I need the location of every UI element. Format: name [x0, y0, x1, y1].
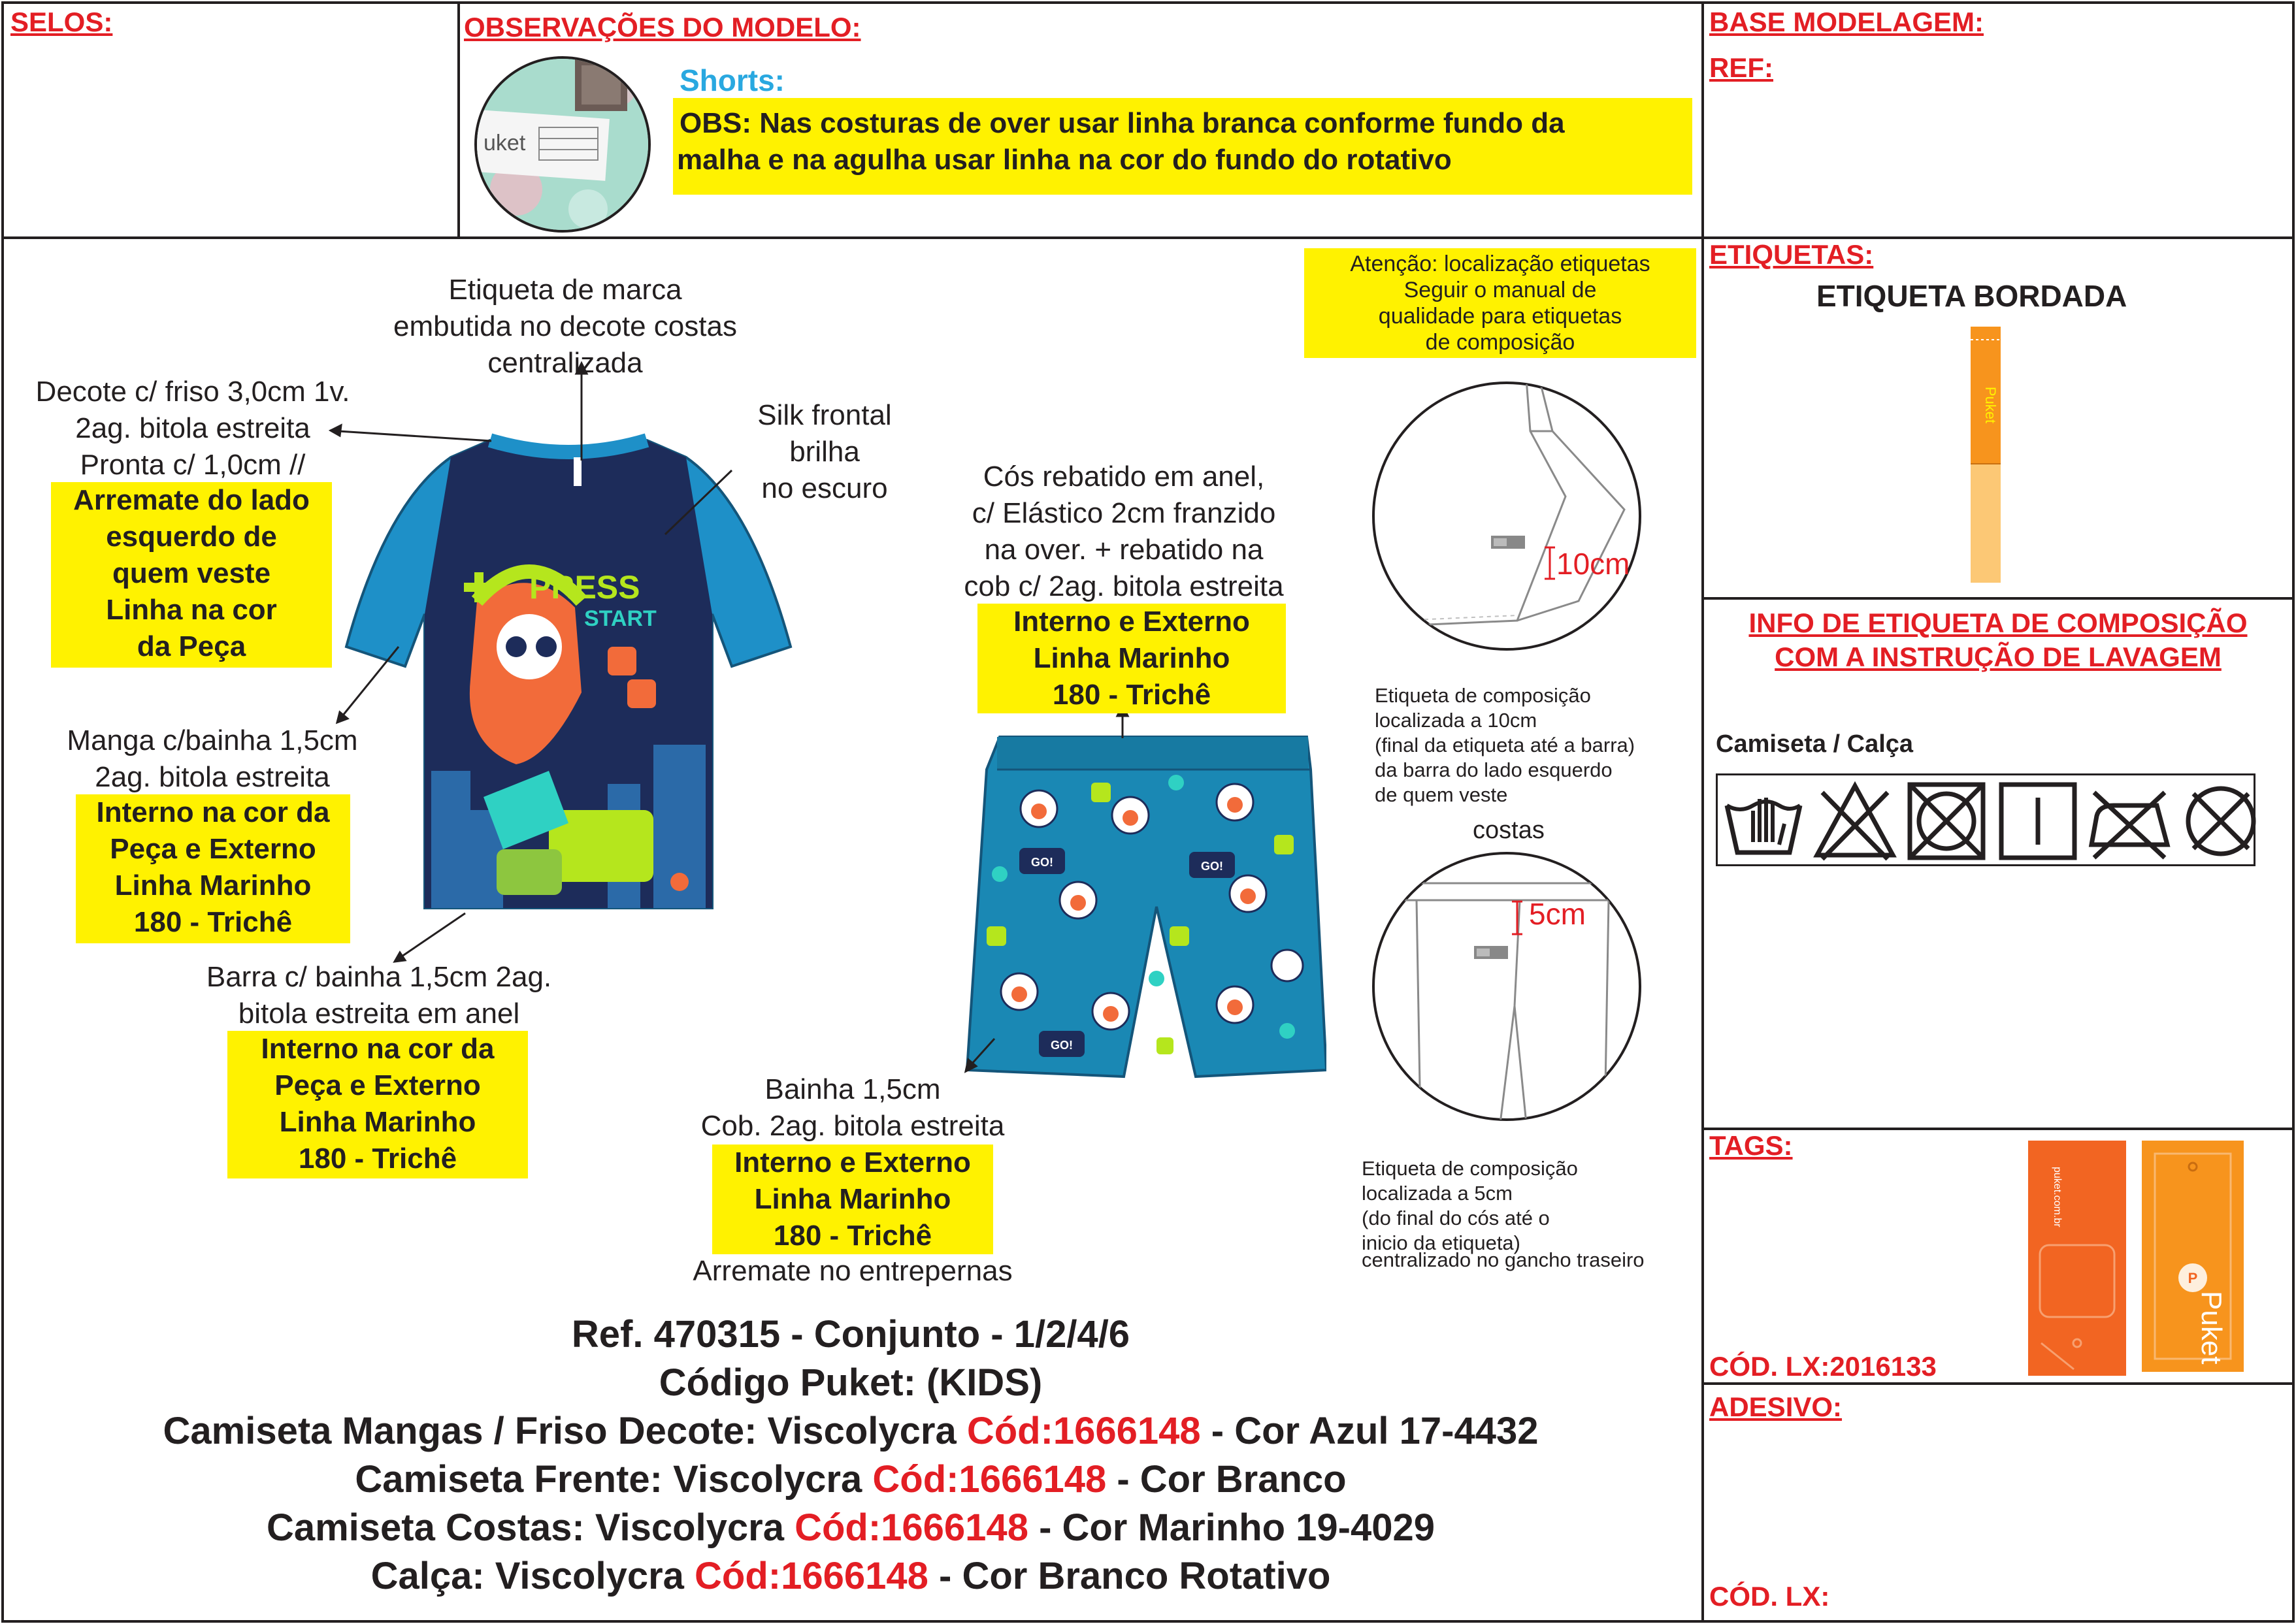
silk-note-1: Silk frontal	[757, 399, 892, 431]
shorts-label: Shorts:	[680, 63, 785, 97]
spec-camiseta-costas: Camiseta Costas: Viscolycra Cód:1666148 - Cor Marinho 19-4029	[266, 1506, 1435, 1549]
sleeve-note-2: 2ag. bitola estreita	[95, 761, 330, 793]
tags-title: TAGS:	[1709, 1130, 1793, 1161]
waist-finish-box: Interno e Externo Linha Marinho 180 - Trichê	[977, 604, 1286, 713]
no-dry-clean-icon	[2179, 779, 2263, 863]
svg-text:GO!: GO!	[1031, 856, 1053, 869]
shorts-label-detail	[1369, 849, 1644, 1124]
no-tumble-dry-icon	[1905, 779, 1988, 863]
svg-text:GO!: GO!	[1201, 860, 1223, 873]
bottom-label-text-2: localizada a 5cm	[1362, 1182, 1513, 1205]
waist-note-1: Cós rebatido em anel,	[983, 461, 1265, 493]
ref-title: REF:	[1709, 52, 1773, 83]
top-label-text-4: da barra do lado esquerdo	[1375, 758, 1613, 781]
etiquetas-title: ETIQUETAS:	[1709, 239, 1874, 270]
measure-5cm: 5cm	[1529, 897, 1586, 931]
bottom-label-text-1: Etiqueta de composição	[1362, 1157, 1578, 1180]
shorts-hem-note-1: Bainha 1,5cm	[764, 1073, 941, 1105]
shirt-label-detail	[1369, 379, 1644, 653]
info-title-line-2: COM A INSTRUÇÃO DE LAVAGEM	[1775, 641, 2222, 672]
base-modelagem-title: BASE MODELAGEM:	[1709, 7, 1984, 37]
silk-note-2: brilha	[789, 436, 860, 468]
neck-note-3: Pronta c/ 1,0cm //	[80, 449, 306, 481]
svg-text:PRESS: PRESS	[529, 569, 640, 606]
tag-front-image	[2142, 1141, 2244, 1372]
divider-right-panel	[1701, 1, 1704, 1623]
neck-finish-box: Arremate do lado esquerdo de quem veste Linha na cor da Peça	[51, 482, 332, 668]
top-label-text-5: de quem veste	[1375, 783, 1508, 806]
hem-note-2: bitola estreita em anel	[238, 998, 520, 1030]
cod-lx-tags: CÓD. LX:2016133	[1709, 1351, 1937, 1382]
svg-text:puket.com.br: puket.com.br	[2052, 1167, 2063, 1227]
neck-note-2: 2ag. bitola estreita	[75, 412, 310, 444]
care-symbols-box	[1716, 773, 2255, 866]
selos-title: SELOS:	[10, 7, 113, 37]
woven-label-image	[1971, 327, 2001, 583]
waist-note-3: na over. + rebatido na	[984, 534, 1264, 566]
attention-line-3: qualidade para etiquetas	[1378, 304, 1622, 329]
shorts-hem-note-2: Cob. 2ag. bitola estreita	[700, 1110, 1005, 1142]
attention-line-4: de composição	[1425, 330, 1575, 355]
camiseta-calca-label: Camiseta / Calça	[1716, 730, 1914, 758]
svg-text:GO!: GO!	[1051, 1039, 1073, 1052]
bottom-label-text-5: centralizado no gancho traseiro	[1362, 1248, 1645, 1271]
obs-line-2: malha e na agulha usar linha na cor do fundo do rotativo	[677, 144, 1452, 176]
spec-camiseta-frente: Camiseta Frente: Viscolycra Cód:1666148 - Cor Branco	[355, 1458, 1347, 1501]
hem-finish-box: Interno na cor da Peça e Externo Linha Marinho 180 - Trichê	[227, 1031, 528, 1178]
brand-label-note-3: centralizada	[487, 347, 643, 379]
obs-line-1: OBS: Nas costuras de over usar linha branca conforme fundo da	[680, 107, 1565, 139]
bottom-label-text-4: inicio da etiqueta)	[1362, 1231, 1520, 1254]
bottom-label-text-3: (do final do cós até o	[1362, 1207, 1550, 1229]
neck-note-1: Decote c/ friso 3,0cm 1v.	[35, 376, 350, 408]
divider-adesivo	[1701, 1382, 2295, 1385]
svg-text:Puket: Puket	[2195, 1291, 2227, 1365]
svg-text:START: START	[584, 606, 657, 631]
line-dry-icon	[1996, 779, 2080, 863]
svg-text:uket: uket	[484, 131, 526, 155]
info-title-line-1: INFO DE ETIQUETA DE COMPOSIÇÃO	[1748, 608, 2248, 638]
brand-label-note-1: Etiqueta de marca	[448, 274, 682, 306]
svg-text:P: P	[2188, 1270, 2198, 1286]
waist-note-2: c/ Elástico 2cm franzido	[972, 497, 1276, 529]
hem-note-1: Barra c/ bainha 1,5cm 2ag.	[206, 961, 552, 993]
silk-note-3: no escuro	[761, 472, 888, 504]
measure-10cm: 10cm	[1556, 547, 1630, 581]
adesivo-title: ADESIVO:	[1709, 1391, 1843, 1422]
attention-line-1: Atenção: localização etiquetas	[1350, 252, 1650, 276]
observacoes-title: OBSERVAÇÕES DO MODELO:	[464, 12, 861, 42]
spec-ref: Ref. 470315 - Conjunto - 1/2/4/6	[571, 1313, 1130, 1356]
sleeve-note-1: Manga c/bainha 1,5cm	[67, 724, 358, 756]
tag-back-image	[2028, 1141, 2126, 1376]
brand-label-note-2: embutida no decote costas	[393, 310, 737, 342]
no-iron-icon	[2088, 779, 2171, 863]
crotch-note: Arremate no entrepernas	[693, 1255, 1013, 1287]
no-bleach-icon	[1813, 779, 1897, 863]
attention-line-2: Seguir o manual de	[1403, 278, 1597, 302]
top-label-text-1: Etiqueta de composição	[1375, 684, 1591, 707]
spec-camiseta-mangas: Camiseta Mangas / Friso Decote: Viscolycra Cód:1666148 - Cor Azul 17-4432	[163, 1410, 1539, 1452]
cod-lx-adesivo: CÓD. LX:	[1709, 1581, 1830, 1612]
divider-info	[1701, 597, 2295, 600]
svg-text:Puket: Puket	[1982, 386, 1999, 424]
spec-calca: Calça: Viscolycra Cód:1666148 - Cor Branco Rotativo	[370, 1555, 1331, 1597]
waist-note-4: cob c/ 2ag. bitola estreita	[964, 570, 1284, 602]
top-label-text-3: (final da etiqueta até a barra)	[1375, 734, 1635, 756]
top-label-text-2: localizada a 10cm	[1375, 709, 1537, 732]
etiqueta-bordada: ETIQUETA BORDADA	[1816, 279, 2127, 313]
shorts-hem-finish-box: Interno e Externo Linha Marinho 180 - Trichê	[712, 1145, 993, 1254]
sleeve-finish-box: Interno na cor da Peça e Externo Linha Marinho 180 - Trichê	[76, 794, 350, 943]
spec-codigo: Código Puket: (KIDS)	[659, 1361, 1043, 1404]
hand-wash-icon	[1722, 779, 1805, 863]
costas-label: costas	[1473, 817, 1545, 844]
